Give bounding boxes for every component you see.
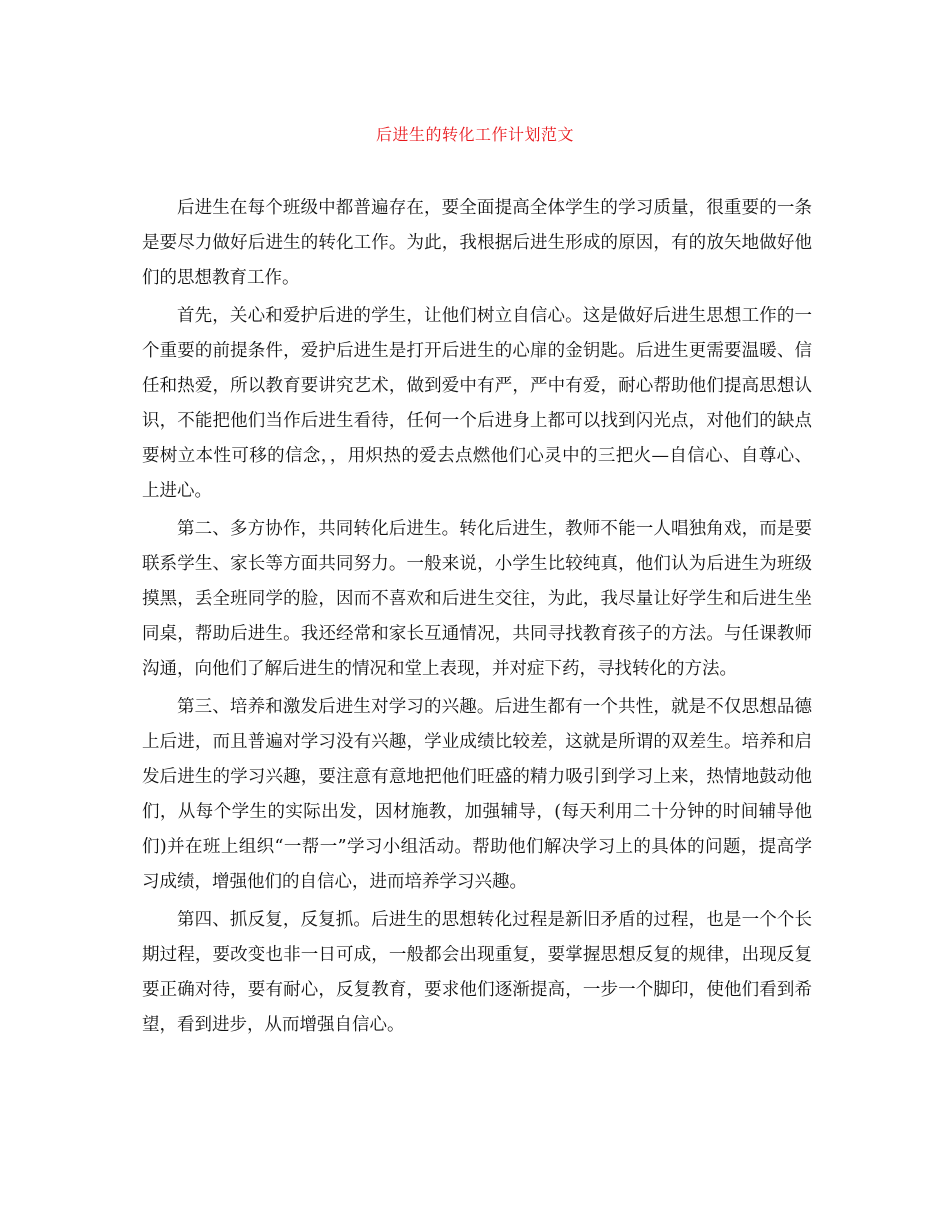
document-body [142, 191, 812, 1046]
paragraph-third: 第三、培养和激发后进生对学习的兴趣。后进生都有一个共性，就是不仅思想品德上后进，而且普遍对学习没有兴趣，学业成绩比较差，这就是所谓的双差生。培养和启发后进生的学习兴趣，要注意有意地把他们旺盛的精力吸引到学习上来，热情地鼓动他们，从每个学生的实际出发，因材施教，加强辅导，(每天利用二十分钟的时间辅导他们)并在班上组织“一帮一”学习小组活动。帮助他们解决学习上的具体的问题，提高学习成绩，增强他们的自信心，进而培养学习兴趣。 [142, 697, 812, 892]
paragraph-first: 首先，关心和爱护后进的学生，让他们树立自信心。这是做好后进生思想工作的一个重要的前提条件，爱护后进生是打开后进生的心扉的金钥匙。后进生更需要温暖、信任和热爱，所以教育要讲究艺术，做到爱中有严，严中有爱，耐心帮助他们提高思想认识，不能把他们当作后进生看待，任何一个后进身上都可以找到闪光点，对他们的缺点要树立本性可移的信念，，用炽热的爱去点燃他们心灵中的三把火—自信心、自尊心、上进心。 [142, 306, 812, 501]
paragraph-fourth: 第四、抓反复，反复抓。后进生的思想转化过程是新旧矛盾的过程，也是一个个长期过程，要改变也非一日可成，一般都会出现重复，要掌握思想反复的规律，出现反复要正确对待，要有耐心，反复教育，要求他们逐渐提高，一步一个脚印，使他们看到希望，看到进步，从而增强自信心。 [142, 910, 812, 1035]
document-title: 后进生的转化工作计划范文 [375, 125, 574, 144]
paragraph-second: 第二、多方协作，共同转化后进生。转化后进生，教师不能一人唱独角戏，而是要联系学生、家长等方面共同努力。一般来说，小学生比较纯真，他们认为后进生为班级摸黑，丢全班同学的脸，因而不喜欢和后进生交往，为此，我尽量让好学生和后进生坐同桌，帮助后进生。我还经常和家长互通情况，共同寻找教育孩子的方法。与任课教师沟通，向他们了解后进生的情况和堂上表现，并对症下药，寻找转化的方法。 [142, 519, 812, 679]
paragraph-intro: 后进生在每个班级中都普遍存在，要全面提高全体学生的学习质量，很重要的一条是要尽力做好后进生的转化工作。为此，我根据后进生形成的原因，有的放矢地做好他们的思想教育工作。 [142, 198, 812, 288]
